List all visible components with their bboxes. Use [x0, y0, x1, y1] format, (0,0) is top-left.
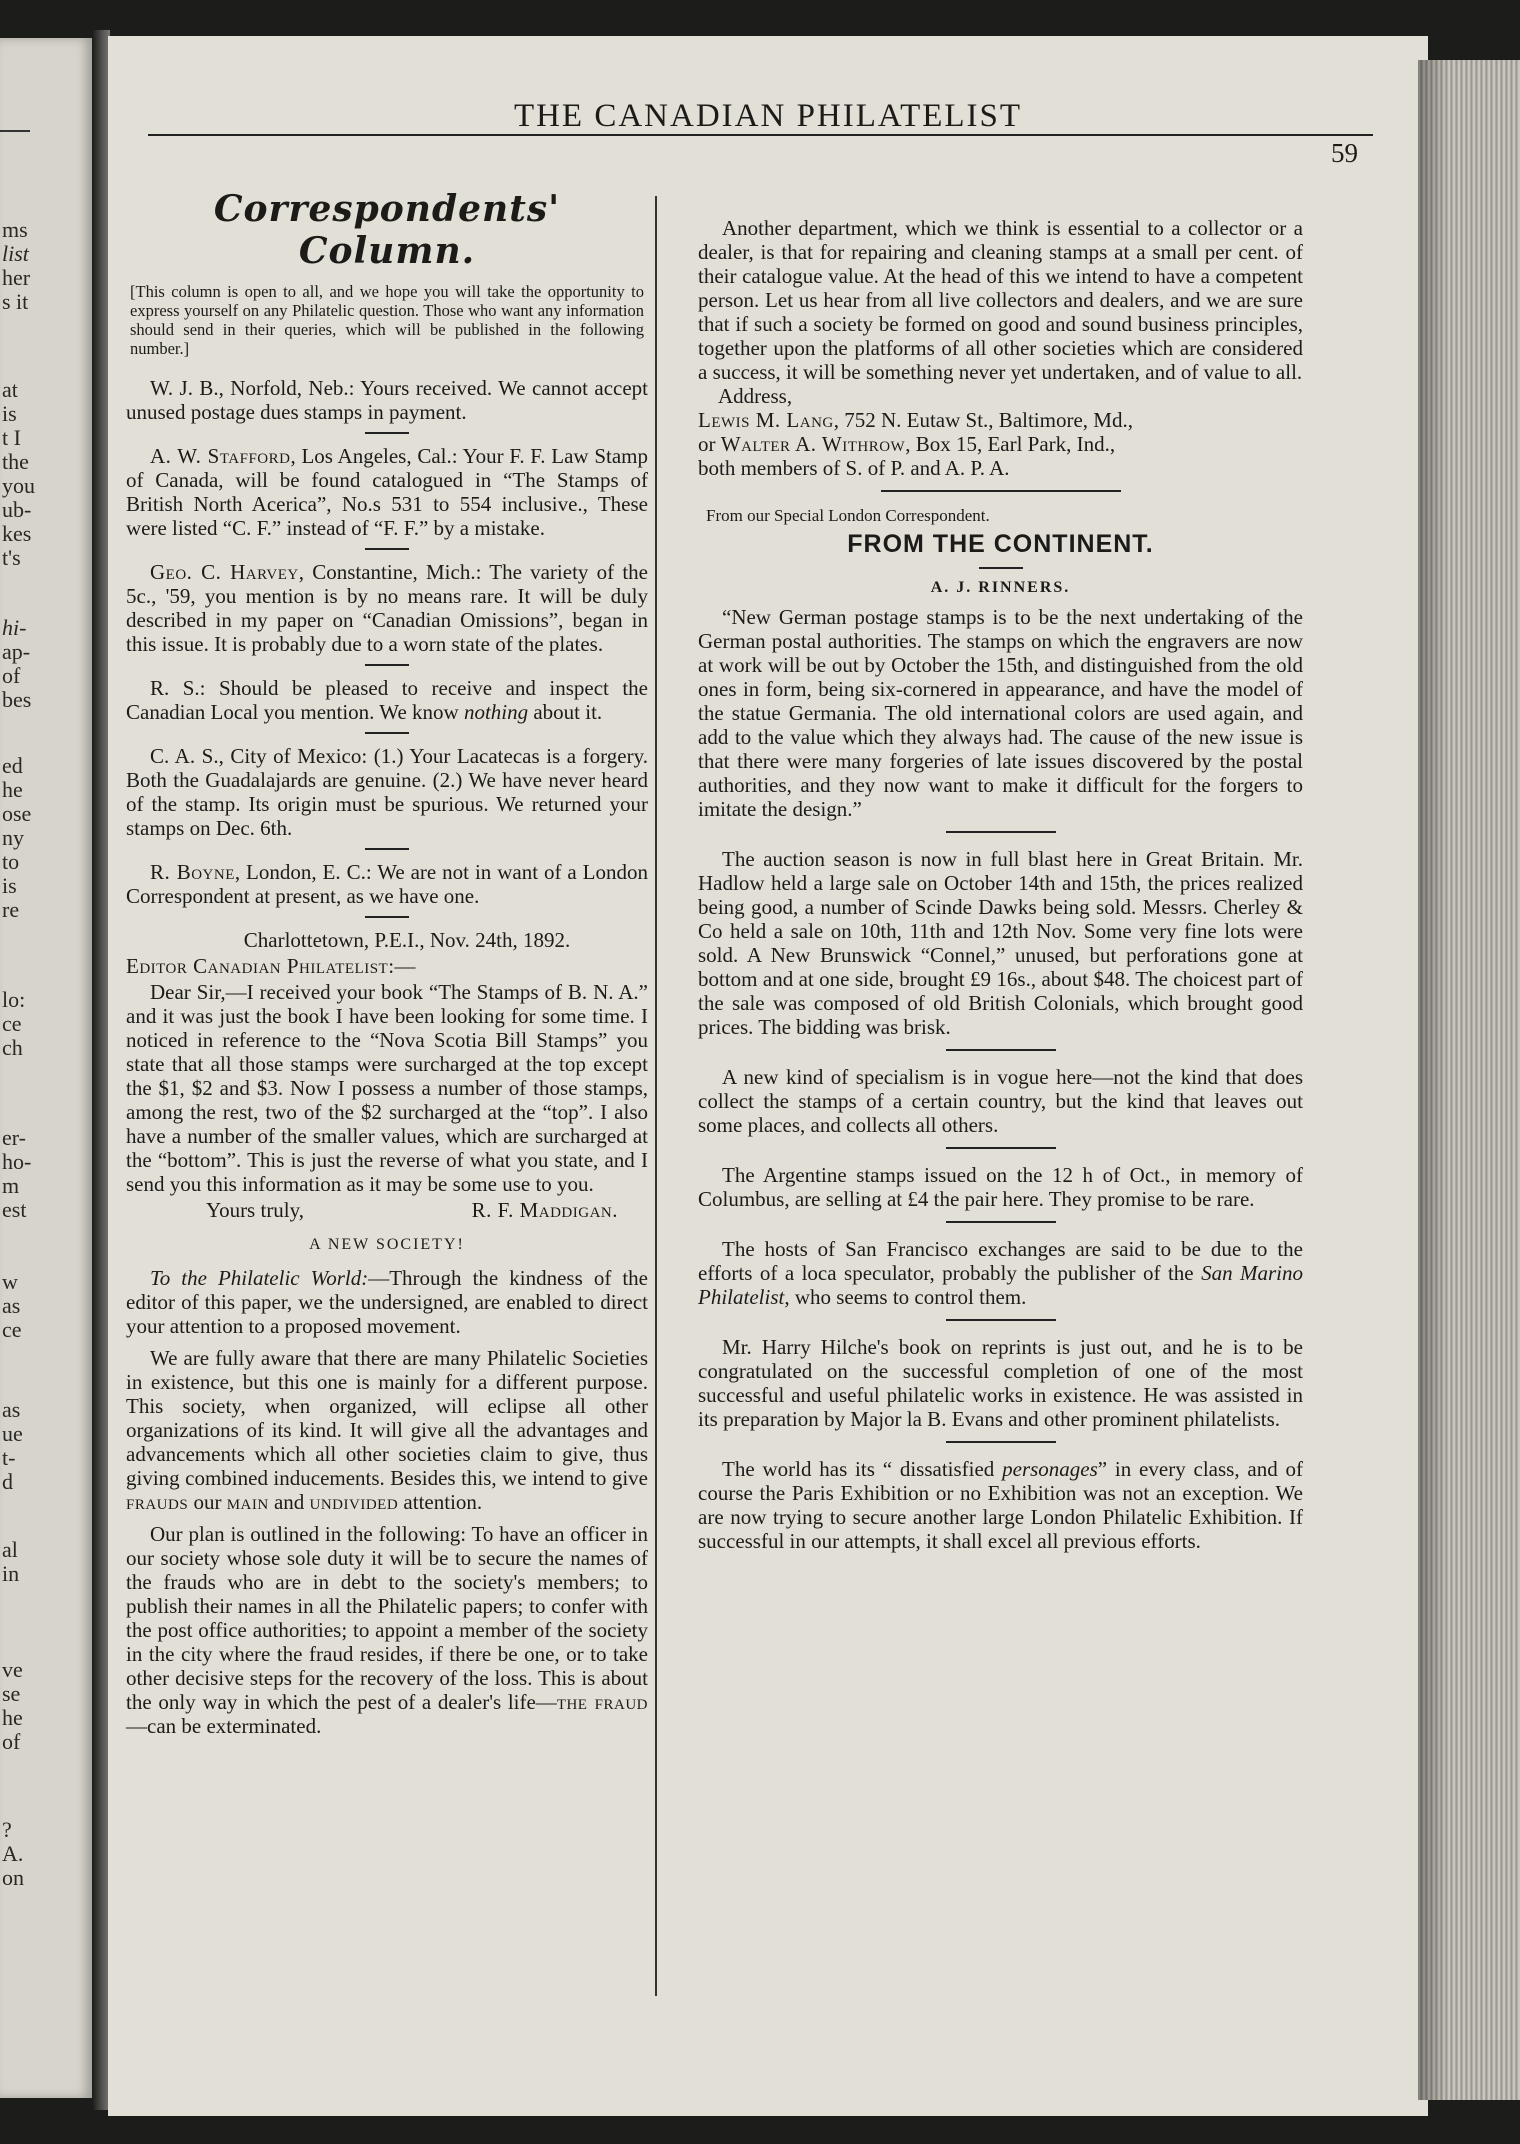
separator	[365, 664, 409, 666]
facing-page-fragment: the	[2, 449, 29, 474]
correspondent-line: From our Special London Correspondent.	[706, 506, 990, 525]
facing-page-fragment: ose	[2, 801, 32, 826]
facing-page-fragment: ms	[2, 217, 28, 242]
right-column	[698, 186, 1303, 1553]
facing-page-fragment: ue	[2, 1421, 23, 1446]
facing-page-fragment: lo:	[2, 987, 26, 1012]
facing-page-fragment: her	[2, 265, 31, 290]
facing-page-fragment: t-	[2, 1445, 16, 1470]
facing-page-fragment: se	[2, 1681, 21, 1706]
separator	[946, 1319, 1056, 1321]
page-number: 59	[1331, 138, 1358, 168]
continent-paragraph: Mr. Harry Hilche's book on reprints is just out, and he is to be congratulated on the successful completion of one of the most successful and useful philatelic works in existence. He was assisted in its preparation by Major la B. Evans and other prominent philatelists.	[698, 1335, 1303, 1431]
facing-page-fragment: of	[2, 663, 21, 688]
facing-page-fragment: re	[2, 897, 20, 922]
separator	[365, 432, 409, 434]
facing-page-fragment: ub-	[2, 497, 32, 522]
facing-page-fragment: A.	[2, 1841, 24, 1866]
facing-page-rule	[0, 130, 30, 132]
separator	[946, 1441, 1056, 1443]
letter-rs: R. S.: Should be pleased to receive and inspect the Canadian Local you mention. We know nothing about it.	[126, 676, 649, 724]
facing-page-fragment: ap-	[2, 639, 31, 664]
society-paragraph: Our plan is outlined in the following: To have an officer in our society whose sole duty it will be to secure the names of the frauds who are in debt to the society's members; to publish their names in all the Philatelic papers; to confer with the post office authorities; to appoint a member of the society in the city where the fraud resides, if there be one, or to take other decisive steps for the recovery of the loss. This is about the only way in which the pest of a dealer's life—the fraud—can be exterminated.	[126, 1522, 648, 1738]
separator	[946, 1221, 1056, 1223]
facing-page-fragment: ny	[2, 825, 24, 850]
society-paragraph: To the Philatelic World:—Through the kindness of the editor of this paper, we the undersigned, are enabled to direct your attention to a proposed movement.	[126, 1266, 649, 1338]
separator	[946, 831, 1056, 833]
separator	[365, 848, 409, 850]
letter-closing: Yours truly,	[206, 1198, 305, 1222]
continent-paragraph: The hosts of San Francisco exchanges are said to be due to the efforts of a loca speculator, probably the publisher of the San Marino Philatelist, who seems to control them.	[698, 1237, 1304, 1309]
letter-signoff	[126, 1198, 648, 1222]
letter-salutation: Editor Canadian Philatelist:—	[126, 954, 417, 978]
society-paragraph: We are fully aware that there are many Philatelic Societies in existence, but this one is mainly for a different purpose. This society, when organized, will eclipse all other organizations of its kind. It will give all the advantages and advancements which all other societies claim to give, thus giving combined inducements. Besides this, we intend to give frauds our main and undivided attention.	[126, 1346, 648, 1514]
address-line: both members of S. of P. and A. P. A.	[698, 456, 1010, 480]
facing-page-fragment: as	[2, 1293, 21, 1318]
facing-page-fragment: he	[2, 1705, 23, 1730]
facing-page-fragment: bes	[2, 687, 32, 712]
address-line: or Walter A. Withrow, Box 15, Earl Park, Ind.,	[698, 432, 1116, 456]
letter-body: Dear Sir,—I received your book “The Stamps of B. N. A.” and it was just the book I have been looking for some time. I noticed in reference to the “Nova Scotia Bill Stamps” you state that all those stamps were surcharged at the top except the $1, $2 and $3. Now I possess a number of those stamps, among the rest, two of the $2 surcharged at the “top”. I also have a number of the smaller values, which are surcharged at the “bottom”. This is just the reverse of what you state, and I send you this information as it may be some use to you.	[126, 980, 648, 1196]
section-heading: FROM THE CONTINENT.	[847, 530, 1154, 558]
separator	[365, 548, 409, 550]
separator	[365, 916, 409, 918]
letter-boyne: R. Boyne, London, E. C.: We are not in want of a London Correspondent at present, as we have one.	[126, 860, 648, 908]
continent-paragraph: The auction season is now in full blast here in Great Britain. Mr. Hadlow held a large sale on October 14th and 15th, the prices realized being good, a number of Scinde Dawks being sold. Messrs. Cherley & Co held a sale on 10th, 11th and 12th Nov. Some very fine lots were sold. A New Brunswick “Connel,” unused, but perforations gone at bottom and at one side, brought £9 16s., about $48. The choicest part of the sale was composed of old British Colonials, which brought good prices. The bidding was brisk.	[698, 847, 1303, 1039]
left-column	[126, 186, 648, 1738]
facing-page-fragment: ve	[2, 1657, 23, 1682]
running-title: THE CANADIAN PHILATELIST	[513, 98, 1023, 134]
facing-page-fragment: d	[2, 1469, 13, 1494]
facing-page-fragment: al	[2, 1537, 18, 1562]
society-paragraph: Another department, which we think is essential to a collector or a dealer, is that for repairing and cleaning stamps at a small per cent. of their catalogue value. At the head of this we intend to have a competent person. Let us hear from all live collectors and dealers, and we are sure that if such a society be formed on good and sound business principles, together upon the platforms of all other societies which are considered a success, it will be something never yet undertaken, and of value to all.	[698, 216, 1303, 384]
facing-page-fragment: he	[2, 777, 23, 802]
facing-page-fragment: to	[2, 849, 20, 874]
facing-page-fragment: you	[2, 473, 35, 498]
facing-page-fragment: ce	[2, 1317, 22, 1342]
continent-paragraph: A new kind of specialism is in vogue here—not the kind that does collect the stamps of a certain country, but the kind that leaves out some places, and collects all others.	[698, 1065, 1303, 1137]
letter-harvey: Geo. C. Harvey, Constantine, Mich.: The variety of the 5c., '59, you mention is by no means rare. It will be duly described in my paper on “Canadian Omissions”, began in this issue. It is probably due to a worn state of the plates.	[126, 560, 648, 656]
facing-page-fragment: is	[2, 401, 17, 426]
header-rule	[148, 134, 1373, 136]
separator	[946, 1147, 1056, 1149]
facing-page-fragment: ed	[2, 753, 23, 778]
address-line: Lewis M. Lang, 752 N. Eutaw St., Baltimore, Md.,	[698, 408, 1133, 432]
page-stack-shadow	[1418, 60, 1448, 2100]
separator	[881, 490, 1121, 492]
facing-page-fragment: t's	[2, 545, 21, 570]
society-heading: A NEW SOCIETY!	[309, 1236, 465, 1253]
facing-page-fragment: at	[2, 377, 18, 402]
facing-page-fragment: ho-	[2, 1149, 32, 1174]
facing-page-fragment: w	[2, 1269, 18, 1294]
address-label: Address,	[718, 384, 793, 408]
letter-stafford: A. W. Stafford, Los Angeles, Cal.: Your F. F. Law Stamp of Canada, will be found catalogued in “The Stamps of British North Acerica”, No.s 531 to 554 inclusive., These were listed “C. F.” instead of “F. F.” by a mistake.	[126, 444, 648, 540]
facing-page-fragment: kes	[2, 521, 32, 546]
facing-page-fragment: on	[2, 1865, 24, 1890]
facing-page-fragment: er-	[2, 1125, 26, 1150]
facing-page-fragment: est	[2, 1197, 27, 1222]
facing-page-fragment: of	[2, 1729, 21, 1754]
facing-page-fragment: in	[2, 1561, 20, 1586]
facing-page-fragment: list	[2, 241, 29, 266]
letter-signature: R. F. Maddigan.	[471, 1198, 618, 1222]
facing-page-fragment: t I	[2, 425, 21, 450]
column-title: Correspondents' Column.	[213, 188, 561, 272]
facing-page-edge	[0, 38, 92, 2098]
facing-page-fragment: hi-	[2, 615, 27, 640]
letter-wjb: W. J. B., Norfold, Neb.: Yours received. We cannot accept unused postage dues stamps in payment.	[126, 376, 648, 424]
facing-page-fragment: ?	[2, 1817, 12, 1842]
separator	[946, 1049, 1056, 1051]
letter-cas: C. A. S., City of Mexico: (1.) Your Lacatecas is a forgery. Both the Guadalajards are genuine. (2.) We have never heard of the stamp. Its origin must be spurious. We returned your stamps on Dec. 6th.	[126, 744, 648, 840]
facing-page-fragment: ce	[2, 1011, 22, 1036]
column-note: [This column is open to all, and we hope you will take the opportunity to express yourself on any Philatelic question. Those who want any information should send in their queries, which will be published in the following number.]	[130, 282, 644, 358]
page	[108, 36, 1428, 2116]
letter-dateline: Charlottetown, P.E.I., Nov. 24th, 1892.	[243, 928, 571, 952]
continent-paragraph: The world has its “ dissatisfied personages” in every class, and of course the Paris Exhibition or no Exhibition was not an exception. We are now trying to secure another large London Philatelic Exhibition. If successful in our attempts, it shall excel all previous efforts.	[698, 1457, 1303, 1553]
facing-page-fragment: is	[2, 873, 17, 898]
facing-page-fragment: s it	[2, 289, 29, 314]
continent-paragraph: The Argentine stamps issued on the 12 h of Oct., in memory of Columbus, are selling at £4 the pair here. They promise to be rare.	[698, 1163, 1303, 1211]
column-rule	[655, 196, 657, 1996]
byline: A. J. RINNERS.	[930, 579, 1071, 596]
continent-paragraph: “New German postage stamps is to be the next undertaking of the German postal authorities. The stamps on which the engravers are now at work will be out by October the 15th, and distinguished from the old ones in form, being six-cornered in appearance, and have the model of the statue Germania. The old international colors are used again, and add to the value which they always had. The cause of the new issue is that there were many forgeries of late issues discovered by the postal authorities, and they now want to make it difficult for the forgers to imitate the design.”	[698, 605, 1303, 821]
separator	[365, 732, 409, 734]
facing-page-fragment: ch	[2, 1035, 23, 1060]
facing-page-fragment: as	[2, 1397, 21, 1422]
facing-page-fragment: m	[2, 1173, 20, 1198]
separator	[979, 567, 1023, 569]
